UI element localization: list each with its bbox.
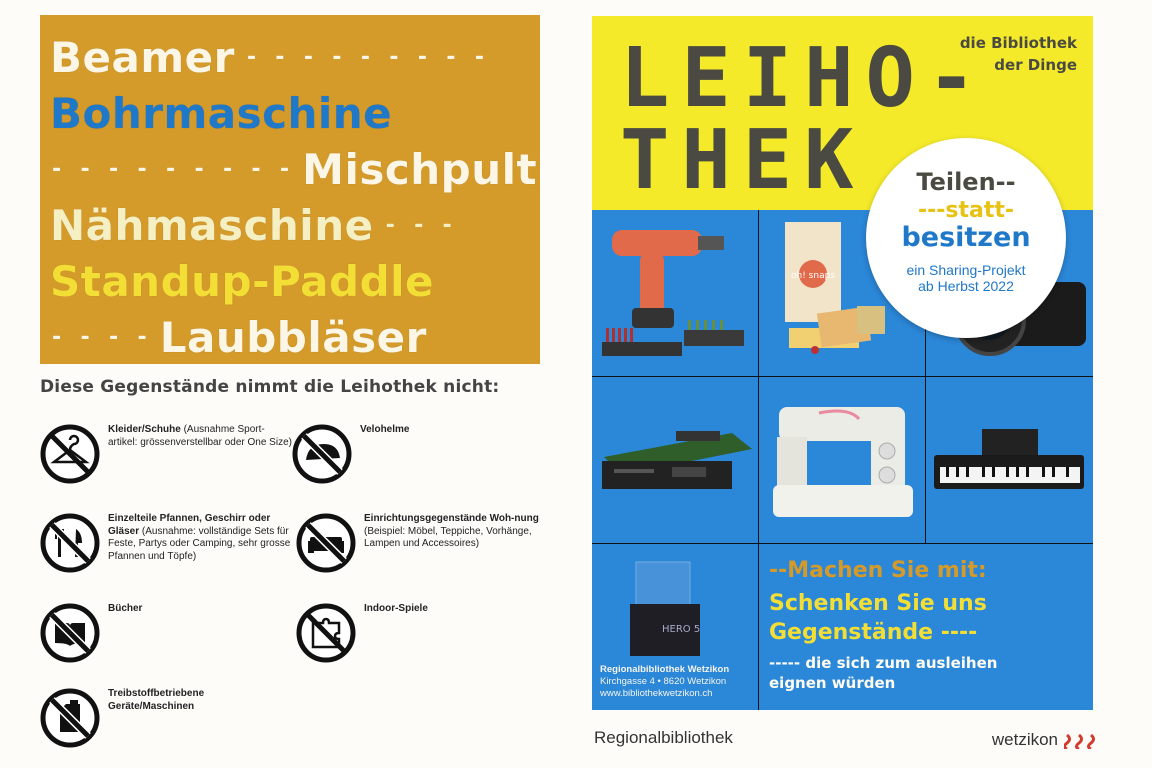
cta-line-2: Schenken Sie uns bbox=[769, 591, 987, 616]
library-url[interactable]: www.bibliothekwetzikon.ch bbox=[600, 688, 713, 699]
cta-text bbox=[769, 558, 1085, 693]
item-word: Beamer bbox=[50, 32, 235, 82]
title-line-2: THEK bbox=[620, 113, 866, 208]
item-word-line bbox=[50, 141, 538, 197]
badge-line-1: Teilen-- bbox=[916, 168, 1016, 196]
library-address: Kirchgasse 4 • 8620 Wetzikon bbox=[600, 676, 727, 687]
cta-line-4-group bbox=[769, 653, 1085, 693]
helmet-icon bbox=[292, 424, 352, 484]
item-word-line bbox=[50, 253, 530, 309]
dash-decoration: - - - - - - - - - bbox=[50, 156, 293, 182]
photo-action-camera bbox=[592, 544, 758, 710]
title-line-1: LEIHO- bbox=[620, 31, 989, 126]
footer-town-label: wetzikon bbox=[991, 730, 1058, 749]
badge-line-5: ab Herbst 2022 bbox=[918, 278, 1014, 294]
exclusion-text: Treibstoffbetriebene Geräte/Maschinen bbox=[108, 688, 205, 712]
sewing-machine-image bbox=[759, 377, 925, 543]
exclusion-furniture bbox=[296, 513, 549, 573]
subtitle bbox=[960, 32, 1077, 76]
photo-keyboard bbox=[926, 377, 1093, 543]
item-word-line bbox=[50, 309, 530, 365]
badge-line-2: ---statt- bbox=[917, 198, 1014, 223]
drill-image bbox=[592, 210, 758, 376]
exclusion-text: Bücher bbox=[108, 603, 143, 614]
footer-town bbox=[992, 730, 1102, 750]
item-word: Nähmaschine bbox=[50, 200, 374, 250]
cta-line-3: Gegenstände ---- bbox=[769, 620, 978, 645]
exclusion-text: Kleider/Schuhe (Ausnahme Sport-artikel: grössenverstellbar oder One Size) bbox=[108, 424, 292, 448]
right-page bbox=[560, 0, 1152, 768]
exclusion-books bbox=[40, 603, 293, 663]
left-page bbox=[0, 0, 560, 768]
cutlery-icon bbox=[40, 513, 100, 573]
footer-library-label: Regionalbibliothek bbox=[594, 728, 733, 747]
not-accepted-heading: Diese Gegenstände nimmt die Leihothek nicht: bbox=[40, 377, 500, 397]
wetzikon-logo-icon bbox=[1064, 731, 1102, 749]
subtitle-line-2: der Dinge bbox=[994, 56, 1077, 74]
box-brand-label: HERO 5 bbox=[662, 624, 701, 635]
dvd-player-image bbox=[592, 377, 758, 543]
exclusion-text: Einzelteile Pfannen, Geschirr oder Gläser (Ausnahme: vollständige Sets für Feste, Partys oder Camping, sehr grosse Pfannen und Töpfe) bbox=[108, 513, 291, 562]
cta-line-1: --Machen Sie mit: bbox=[769, 558, 987, 583]
puzzle-icon bbox=[296, 603, 356, 663]
dash-decoration: - - - - - - - - - bbox=[244, 44, 487, 70]
photo-sewing-machine bbox=[759, 377, 925, 543]
book-icon bbox=[40, 603, 100, 663]
item-word-line bbox=[50, 197, 530, 253]
library-info bbox=[600, 664, 729, 700]
items-banner bbox=[40, 15, 540, 364]
item-word: Mischpult bbox=[302, 144, 538, 194]
item-word: Laubbläser bbox=[159, 312, 427, 362]
exclusion-text: Indoor-Spiele bbox=[364, 603, 428, 614]
subtitle-line-1: die Bibliothek bbox=[959, 34, 1077, 52]
item-word-list bbox=[50, 29, 538, 365]
keyboard-image bbox=[926, 377, 1093, 543]
item-word: Bohrmaschine bbox=[50, 88, 393, 138]
cta-line-4: ----- die sich zum ausleihen bbox=[769, 654, 998, 672]
library-name: Regionalbibliothek Wetzikon bbox=[600, 664, 730, 675]
badge-line-3: besitzen bbox=[901, 222, 1031, 253]
call-to-action bbox=[759, 544, 1093, 710]
sharing-badge bbox=[866, 138, 1066, 338]
dash-decoration: - - - - bbox=[50, 324, 150, 350]
item-word-line bbox=[50, 29, 530, 85]
fuel-can-icon bbox=[40, 688, 100, 748]
badge-line-4: ein Sharing-Projekt bbox=[906, 262, 1026, 278]
exclusion-helmets bbox=[292, 424, 545, 484]
game-box-label: oh! snaps bbox=[791, 271, 835, 281]
exclusion-clothes bbox=[40, 424, 293, 484]
dash-decoration: - - - bbox=[383, 212, 455, 238]
exclusion-text: Velohelme bbox=[360, 424, 410, 435]
badge-note bbox=[866, 262, 1066, 294]
cta-line-5: eignen würden bbox=[769, 674, 896, 692]
item-word-line bbox=[50, 85, 530, 141]
exclusion-indoor-games bbox=[296, 603, 549, 663]
exclusion-tableware bbox=[40, 513, 293, 573]
item-word: Standup-Paddle bbox=[50, 256, 435, 306]
exclusion-fuel-machines bbox=[40, 688, 293, 748]
photo-drill bbox=[592, 210, 758, 376]
exclusion-text: Einrichtungsgegenstände Woh-nung (Beispiel: Möbel, Teppiche, Vorhänge, Lampen und Accessoires) bbox=[364, 513, 539, 549]
hanger-icon bbox=[40, 424, 100, 484]
photo-dvd-player bbox=[592, 377, 758, 543]
sofa-icon bbox=[296, 513, 356, 573]
